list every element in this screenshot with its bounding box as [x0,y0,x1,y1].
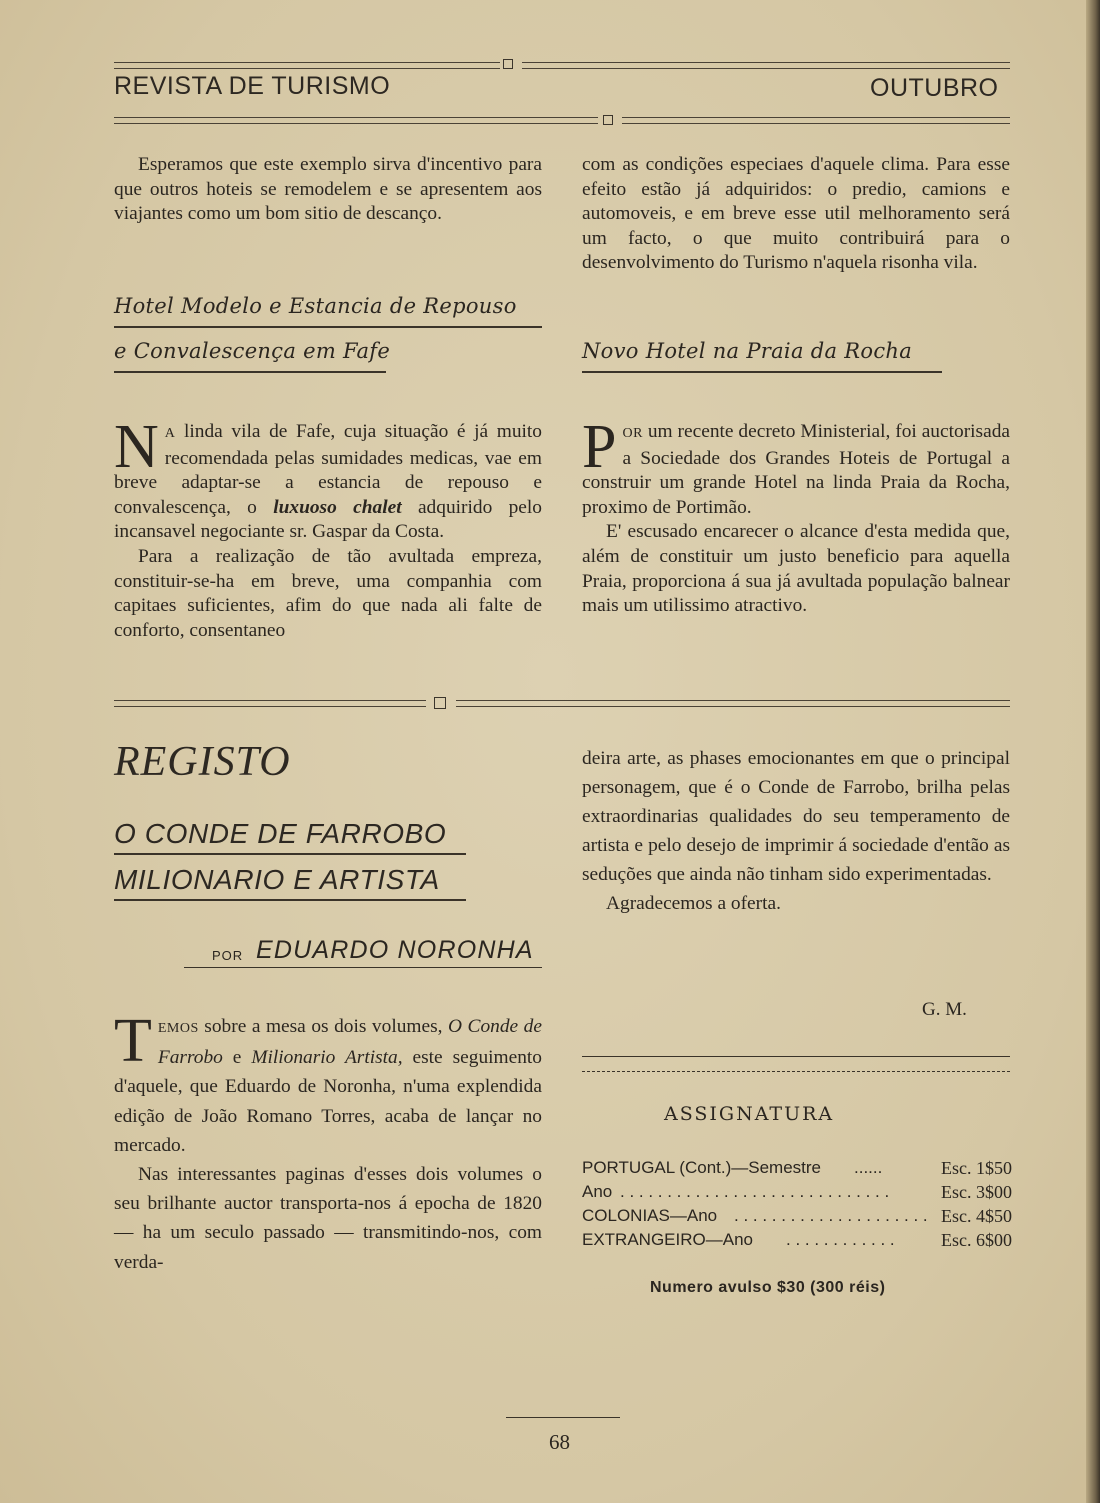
ornament-square [603,115,613,125]
section-title-registo: REGISTO [114,739,291,785]
single-issue-price: Numero avulso $30 (300 réis) [650,1279,886,1296]
header-rule-bottom-left [114,117,598,124]
byline-underline [184,967,542,968]
byline-por: POR [212,948,244,963]
book-title-line2: MILIONARIO E ARTISTA [114,864,440,895]
subscription-title: ASSIGNATURA [664,1103,835,1125]
book-title-underline [114,853,466,855]
footer-rule [506,1417,620,1418]
ornament-square [434,697,446,709]
article-fafe-continuation: com as condições especiaes d'aquele clima. Para esse efeito estão já adquiridos: o predio, camions e automoveis, e em breve esse util melhoramento será um facto, o que muito contribuirá para o desenvolvimento do Turismo n'aquela risonha vila. [582,154,1010,274]
signature-rule [582,1071,1010,1072]
book-title-underline [114,899,466,901]
header-rule-top-right [522,62,1010,69]
article-heading-hotel-modelo-line2: e Convalescença em Fafe [114,339,391,363]
heading-underline [582,371,942,373]
page-edge-shadow [1086,0,1100,1503]
article-praia-rocha-body: POR um recente decreto Ministerial, foi auctorisada a Sociedade dos Grandes Hoteis de Portugal a construir um grande Hotel na linda Praia da Rocha, proximo de Portimão. E' escusado encarecer o alcance d'esta medida que, além de constituir um justo beneficio para aquella Praia, proporciona á sua já avultada população balnear mais um utilissimo atractivo. [582,413,1010,617]
article-fafe-body: N A linda vila de Fafe, cuja situação é já muito recomendada pelas sumidades medicas, vae em breve adaptar-se a estancia de repouso e convalescença, o luxuoso chalet adquirido pelo incansavel negociante sr. Gaspar da Costa. Para a realização de tão avultada empreza, constituir-se-ha em breve, uma companhia com capitaes suficientes, afim do que nada ali falte de conforto, consentaneo [114,413,542,641]
magazine-title: REVISTA DE TURISMO [114,72,391,100]
header-rule-bottom-right [622,117,1010,124]
drop-cap: T [114,1007,152,1075]
intro-paragraph: Esperamos que este exemplo sirva d'incentivo para que outros hoteis se remodelem e se apresentem aos viajantes como um bom sitio de descanço. [114,154,542,225]
heading-underline [114,326,542,328]
section-divider-left [114,700,426,707]
header-rule-top-left [114,62,500,69]
heading-underline [114,371,386,373]
ornament-square [503,59,513,69]
article-heading-hotel-modelo-line1: Hotel Modelo e Estancia de Repouso [114,294,517,318]
review-body: TEMOS sobre a mesa os dois volumes, O Conde de Farrobo e Milionario Artista, este seguimento d'aquele, que Eduardo de Noronha, n'uma explendida edição de João Romano Torres, acaba de lançar no mercado. Nas interessantes paginas d'esses dois volumes o seu brilhante auctor transporta-nos á epocha de 1820 — ha um seculo passado — transmitindo-nos, com verda- [114,1007,542,1273]
review-continuation: deira arte, as phases emocionantes em que o principal personagem, que é o Conde de Farrobo, brilha pelas extraordinarias qualidades do seu temperamento de artista e pelo desejo de imprimir á sociedade d'então as seduções que ainda não tinham sido experimentadas. Agradecemos a oferta. [582,748,1010,914]
byline-author: EDUARDO NORONHA [256,936,534,964]
issue-month: OUTUBRO [870,74,999,102]
page-number: 68 [549,1430,570,1454]
book-title-line1: O CONDE DE FARROBO [114,818,447,849]
signature-rule [582,1056,1010,1057]
drop-cap: P [582,413,617,481]
section-divider-right [456,700,1010,707]
article-heading-praia-rocha: Novo Hotel na Praia da Rocha [582,339,913,363]
drop-cap: N [114,413,159,481]
signature: G. M. [922,999,967,1020]
